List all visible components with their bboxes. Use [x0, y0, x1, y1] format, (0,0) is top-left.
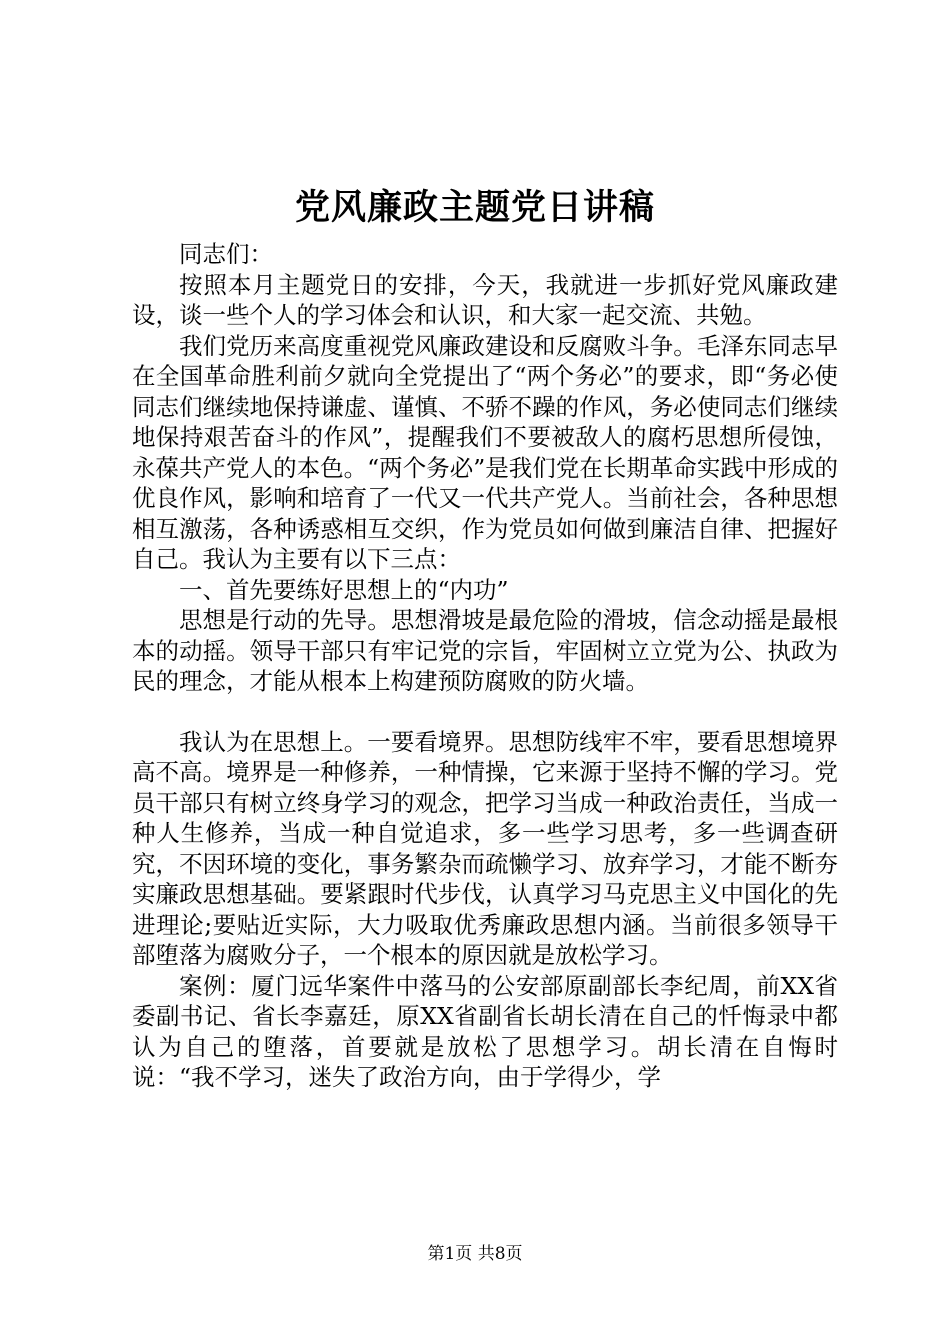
case-paragraph: 案例：厦门远华案件中落马的公安部原副部长李纪周，前XX省委副书记、省长李嘉廷，原XX省副省长胡长清在自己的忏悔录中都认为自己的堕落，首要就是放松了思想学习。胡长清在自悔时说：“我不学习，迷失了政治方向，由于学得少，学: [132, 971, 838, 1091]
document-title: 党风廉政主题党日讲稿: [294, 187, 655, 228]
thought-paragraph: 思想是行动的先导。思想滑坡是最危险的滑坡，信念动摇是最根本的动摇。领导干部只有牢记党的宗旨，牢固树立立党为公、执政为民的理念，才能从根本上构建预防腐败的防火墙。: [132, 606, 838, 695]
page-number-footer: 第1页 共8页: [427, 1244, 523, 1264]
document-body: [132, 239, 838, 1093]
intro-paragraph: 按照本月主题党日的安排，今天，我就进一步抓好党风廉政建设，谈一些个人的学习体会和认识，和大家一起交流、共勉。: [132, 270, 838, 329]
realm-paragraph: 我认为在思想上。一要看境界。思想防线牢不牢，要看思想境界高不高。境界是一种修养，一种情操，它来源于坚持不懈的学习。党员干部只有树立终身学习的观念，把学习当成一种政治责任，当成一种人生修养，当成一种自觉追求，多一些学习思考，多一些调查研究，不因环境的变化，事务繁杂而疏懒学习、放弃学习，才能不断夯实廉政思想基础。要紧跟时代步伐，认真学习马克思主义中国化的先进理论;要贴近实际，大力吸取优秀廉政思想内涵。当前很多领导干部堕落为腐败分子，一个根本的原因就是放松学习。: [132, 727, 838, 969]
section-heading-1: 一、首先要练好思想上的“内功”: [179, 575, 509, 604]
salutation-paragraph: 同志们：: [179, 240, 273, 268]
history-paragraph: 我们党历来高度重视党风廉政建设和反腐败斗争。毛泽东同志早在全国革命胜利前夕就向全党提出了“两个务必”的要求，即“务必使同志们继续地保持谦虚、谨慎、不骄不躁的作风，务必使同志们继续地保持艰苦奋斗的作风”，提醒我们不要被敌人的腐朽思想所侵蚀，永葆共产党人的本色。“两个务必”是我们党在长期革命实践中形成的优良作风，影响和培育了一代又一代共产党人。当前社会，各种思想相互激荡，各种诱惑相互交织，作为党员如何做到廉洁自律、把握好自己。我认为主要有以下三点：: [132, 331, 838, 573]
